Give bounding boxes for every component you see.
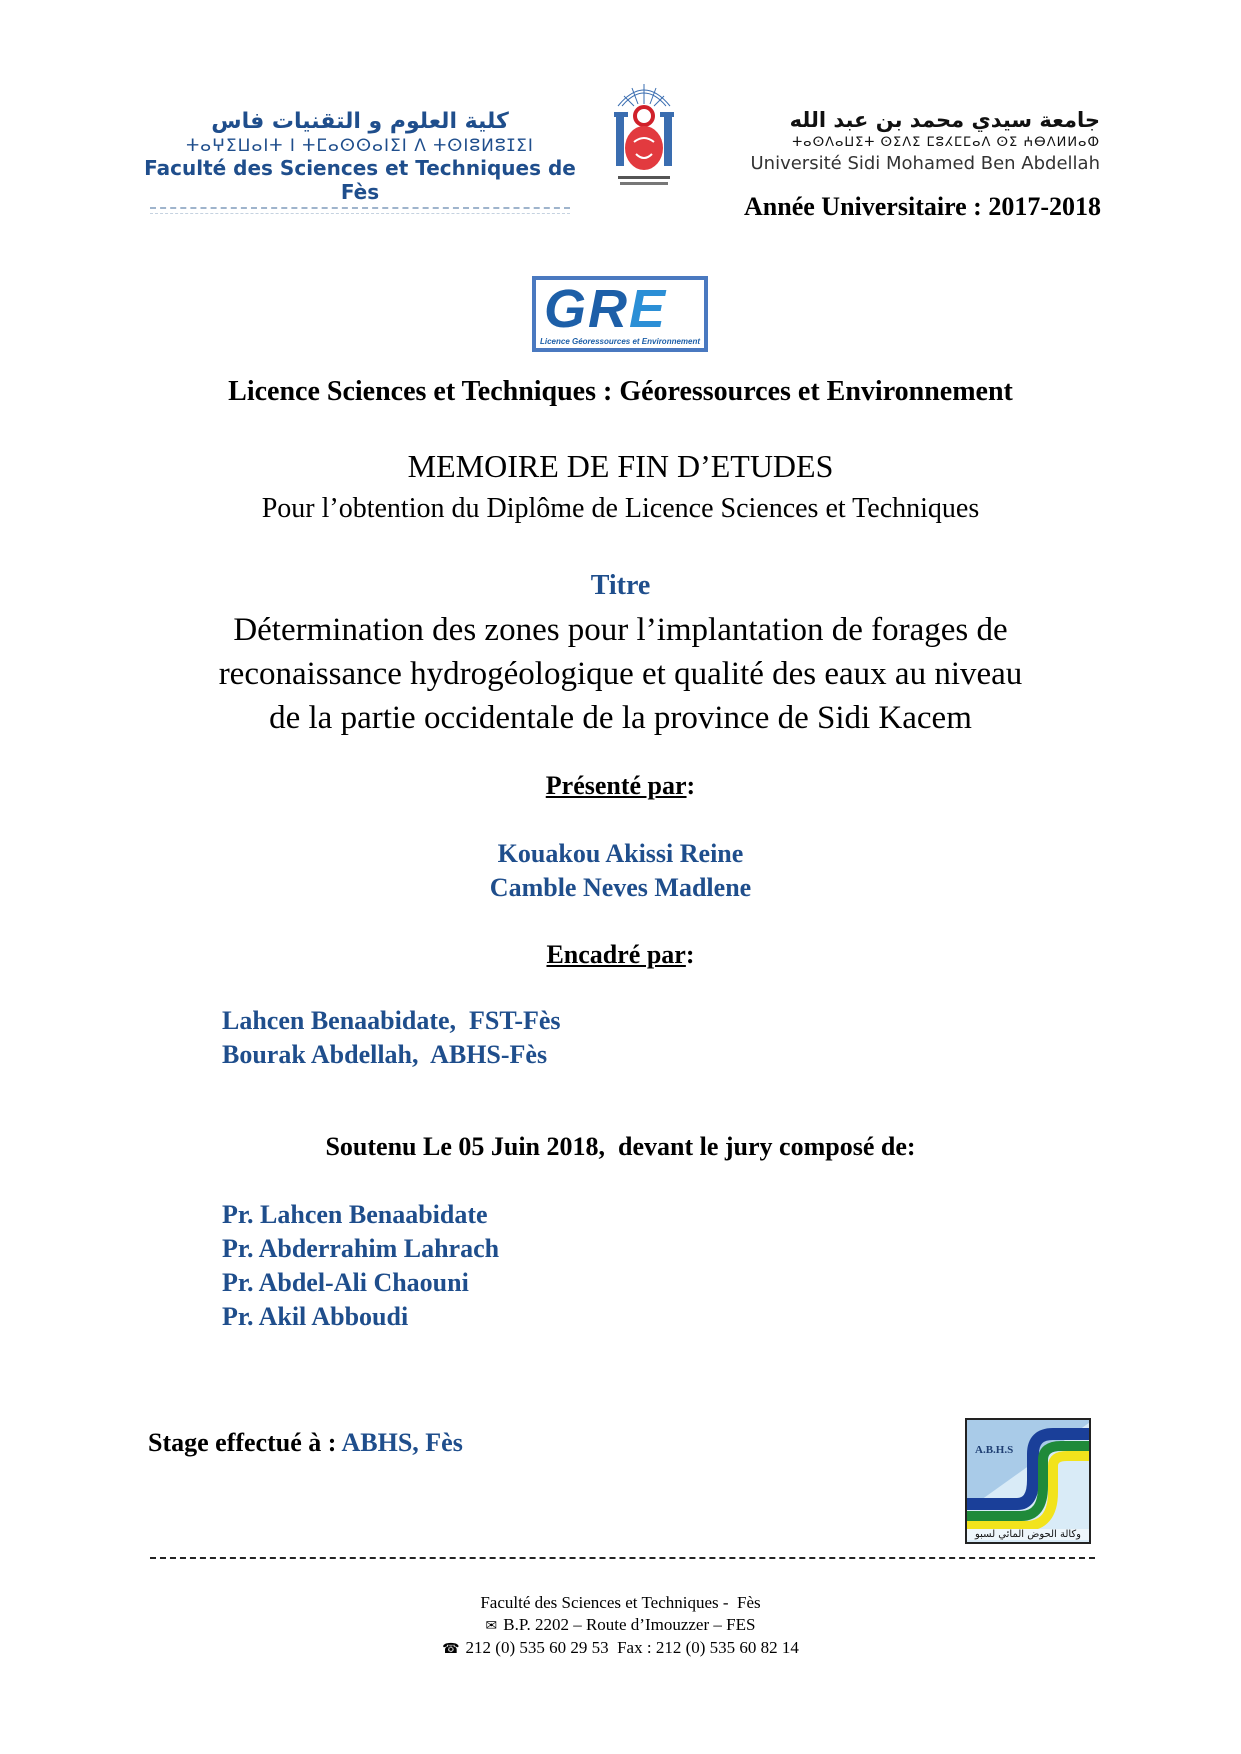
abhs-wave-icon — [967, 1420, 1091, 1544]
footer-address-text: B.P. 2202 – Route d’Imouzzer – FES — [503, 1615, 756, 1634]
footer-institution: Faculté des Sciences et Techniques - Fès — [480, 1593, 761, 1612]
thesis-title-line: de la partie occidentale de la province de Sidi Kacem — [269, 700, 972, 736]
supervised-by-colon: : — [685, 940, 695, 969]
presented-by-colon: : — [686, 771, 696, 800]
usmba-logo-text — [730, 106, 1100, 176]
licence-title: Licence Sciences et Techniques : Géoressources et Environnement — [228, 376, 1013, 407]
footer — [0, 1592, 1241, 1660]
usmba-french-name: Université Sidi Mohamed Ben Abdellah — [750, 153, 1100, 174]
supervised-by-label: Encadré par — [546, 940, 686, 969]
footer-phone-text: 212 (0) 535 60 29 53 Fax : 212 (0) 535 60 82 14 — [465, 1638, 799, 1657]
jury-member: Pr. Abdel-Ali Chaouni — [222, 1268, 469, 1297]
fst-french-name: Faculté des Sciences et Techniques de Fès — [144, 156, 576, 204]
thesis-title — [0, 608, 1241, 740]
memoire-title: MEMOIRE DE FIN D’ETUDES — [407, 448, 834, 484]
fst-logo-underline — [150, 207, 570, 214]
presented-by-label: Présenté par — [545, 771, 687, 800]
phone-icon: ☎ — [442, 1641, 460, 1657]
memoire-subtitle: Pour l’obtention du Diplôme de Licence Sciences et Techniques — [261, 493, 980, 524]
supervised-by-heading — [0, 940, 1241, 970]
internship-place: ABHS, Fès — [341, 1428, 463, 1457]
jury-member: Pr. Abderrahim Lahrach — [222, 1234, 500, 1263]
thesis-title-line: Détermination des zones pour l’implantation de forages de — [233, 612, 1008, 648]
abhs-logo-label: A.B.H.S — [975, 1444, 1014, 1456]
gre-logo-letters — [544, 278, 667, 340]
student-name: Camble Neves Madlene — [489, 873, 752, 902]
footer-address — [0, 1614, 1241, 1637]
internship-label: Stage effectué à : — [148, 1428, 342, 1457]
thesis-title-line: reconaissance hydrogéologique et qualité des eaux au niveau — [218, 656, 1023, 692]
supervisors-list — [222, 1004, 561, 1072]
usmba-tifinagh-name: ⵜⴰⵙⴷⴰⵡⵉⵜ ⵙⵉⴷⵉ ⵎⵓⵃⵎⵎⴰⴷ ⵙⵉ ⵄⴱⴷⵍⵍⴰⵀ — [792, 135, 1100, 150]
supervisor-name: Bourak Abdellah, ABHS-Fès — [222, 1040, 548, 1069]
gre-letters-gr: GR — [544, 279, 629, 339]
fst-logo — [140, 108, 580, 214]
internship-location — [148, 1428, 463, 1458]
jury-list — [222, 1198, 499, 1334]
usmba-arabic-name: جامعة سيدي محمد بن عبد الله — [789, 108, 1100, 132]
abhs-logo-arabic: وكالة الحوض المائي لسبو — [967, 1529, 1089, 1540]
jury-member: Pr. Lahcen Benaabidate — [222, 1200, 488, 1229]
titre-label: Titre — [590, 570, 651, 601]
presented-by-heading — [0, 771, 1241, 801]
gre-letter-e: E — [629, 279, 668, 339]
footer-divider — [150, 1557, 1095, 1559]
usmba-emblem-icon — [612, 76, 676, 194]
student-name: Kouakou Akissi Reine — [497, 839, 744, 868]
academic-year: Année Universitaire : 2017-2018 — [744, 192, 1101, 221]
students-list — [0, 837, 1241, 905]
jury-member: Pr. Akil Abboudi — [222, 1302, 409, 1331]
supervisor-name: Lahcen Benaabidate, FST-Fès — [222, 1006, 561, 1035]
gre-logo-subtitle: Licence Géoressources et Environnement — [539, 337, 701, 346]
gre-logo — [532, 276, 708, 352]
fst-tifinagh-name: ⵜⴰⵖⵉⵡⴰⵏⵜ ⵏ ⵜⵎⴰⵙⵙⴰⵏⵉⵏ ⴷ ⵜⵙⵏⵓⵍⵓⵊⵉⵏ — [186, 136, 534, 156]
footer-phone — [0, 1637, 1241, 1660]
fst-arabic-name: كلية العلوم و التقنيات فاس — [211, 109, 509, 134]
abhs-logo — [965, 1418, 1091, 1544]
mail-icon: ✉ — [485, 1618, 498, 1634]
defense-statement: Soutenu Le 05 Juin 2018, devant le jury composé de: — [325, 1132, 916, 1161]
